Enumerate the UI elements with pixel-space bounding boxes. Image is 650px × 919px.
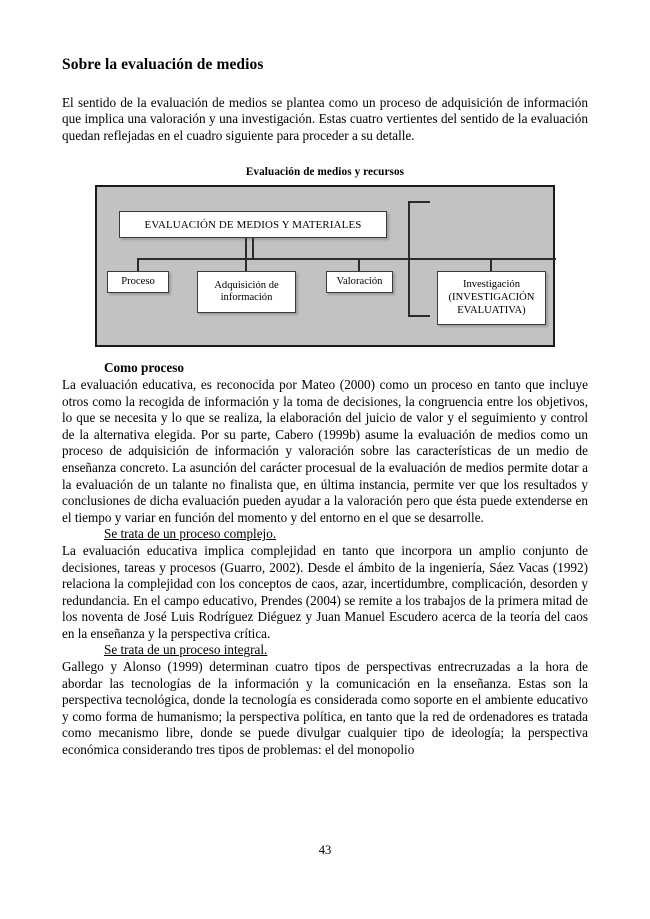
figure-evaluacion-medios [62,166,588,347]
figure-node-adquisicion [197,271,296,313]
figure-node-investigacion [437,271,546,325]
bracket-bottom-arm [408,315,430,317]
intro-paragraph: El sentido de la evaluación de medios se plantea como un proceso de adquisición de información que implica una valoración y una investigación. Estas cuatro vertientes del sentido de la evaluación quedan reflejadas en el cuadro siguiente para proceder a su detalle. [62,94,588,143]
figure-node-adquisicion-line2: información [220,292,273,304]
figure-node-proceso-label: Proceso [121,276,155,288]
section-heading-proceso-complejo [62,526,588,543]
section-heading-como-proceso: Como proceso [104,360,184,376]
figure-node-root [119,211,387,238]
section-body-proceso-integral: Gallego y Alonso (1999) determinan cuatro tipos de perspectivas entrecruzadas a la hora de abordar las tecnologías de la información y la comunicación en la enseñanza. Estas son la perspectiva tecnológica, donde la tecnología es considerada como soporte en el ambiente educativo y como forma de humanismo; la perspectiva política, en tanto que la red de ordenadores es tratada como mecanismo libre, donde se puede divulgar cualquier tipo de ideología; la perspectiva económica considerando tres tipos de problemas: el del monopolio [62,659,588,758]
connector-horizontal-bus [137,258,556,260]
figure-node-investigacion-line2: (INVESTIGACIÓN [448,292,535,304]
section-body-como-proceso: La evaluación educativa, es reconocida por Mateo (2000) como un proceso en tanto que incluye otros como la recogida de información y la toma de decisiones, la congruencia entre los objetivos, lo que se necesita y lo que se realiza, la elaboración del juicio de valor y el seguimiento y control de la alternativa elegida. Por su parte, Cabero (1999b) asume la evaluación de medios como un proceso de adquisición de información y valoración sobre las características de un medio de enseñanza concreto. La asunción del carácter procesual de la evaluación de medios permite dotar a la evaluación de un talante no finalista que, en última instancia, permite ver que los resultados y conclusiones de dicha evaluación pueden ayudar a la valoración pero que ésta puede extenderse en el tiempo y variar en función del momento y del entorno en el que se desarrolle. [62,376,588,525]
page-number: 43 [318,843,332,857]
figure-node-investigacion-line1: Investigación [462,279,521,291]
page-content [62,56,588,759]
figure-node-valoracion-label: Valoración [336,276,383,288]
connector-drop-investigacion [490,258,492,272]
section-heading-proceso-complejo-text: Se trata de un proceso complejo. [104,526,277,542]
figure-node-proceso [107,271,169,293]
figure-node-adquisicion-label [214,280,278,305]
section-heading-proceso-integral-text: Se trata de un proceso integral. [104,642,268,658]
section-body-proceso-complejo: La evaluación educativa implica complejidad en tanto que incorpora un amplio conjunto de decisiones, tareas y procesos (Guarro, 2002). Desde el ámbito de la ingeniería, Sáez Vacas (1992) relaciona la complejidad con los conceptos de caos, azar, incertidumbre, complicación, desorden y redundancia. En el campo educativo, Prendes (2004) se remite a los trabajos de la primera mitad de los noventa de José Luis Rodríguez Diéguez y Juan Manuel Escudero acerca de la teoría del caos en la enseñanza y la perspectiva crítica. [62,542,588,641]
connector-drop-adquisicion [245,238,247,272]
page-title: Sobre la evaluación de medios [62,56,264,73]
bracket-middle-tick [397,258,410,260]
section-proceso-complejo [62,526,588,642]
figure-panel [95,185,555,347]
bracket-top-arm [408,201,430,203]
figure-node-adquisicion-line1: Adquisición de [214,279,279,291]
figure-node-investigacion-line3: EVALUATIVA) [457,304,526,316]
connector-drop-valoracion [358,258,360,272]
figure-node-root-label: EVALUACIÓN DE MEDIOS Y MATERIALES [144,218,362,231]
connector-drop-proceso [137,258,139,272]
section-como-proceso [62,360,588,526]
figure-node-investigacion-label [449,279,535,317]
figure-caption: Evaluación de medios y recursos [245,166,405,179]
connector-root-stem [252,238,254,260]
section-proceso-integral [62,642,588,758]
figure-node-valoracion [326,271,393,293]
section-heading-proceso-integral [62,642,588,659]
